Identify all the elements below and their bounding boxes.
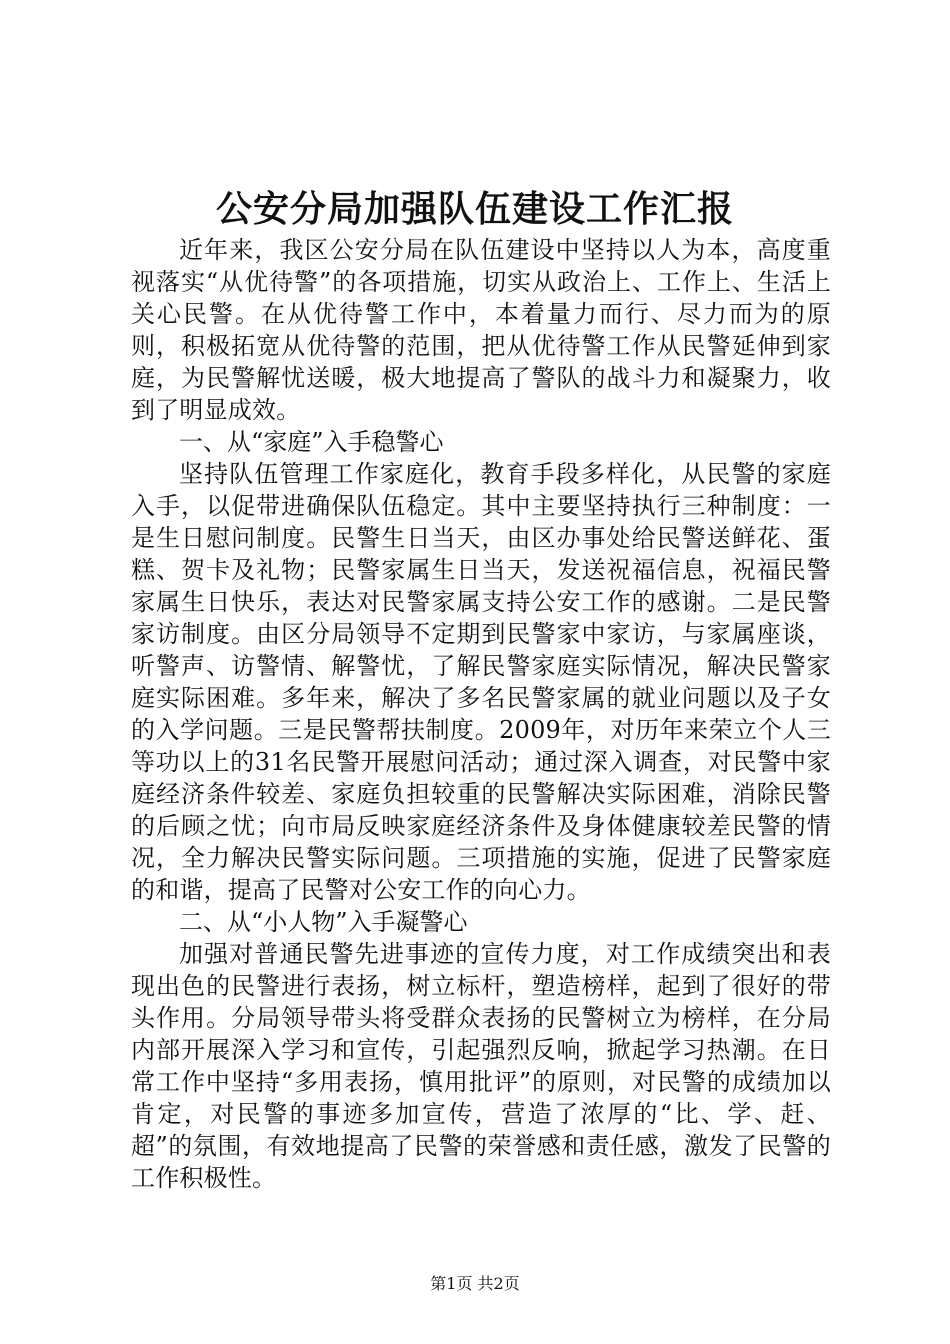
section-heading-1: 一、从“家庭”入手稳警心 <box>179 428 444 456</box>
document-title: 公安分局加强队伍建设工作汇报 <box>215 188 734 230</box>
intro-paragraph: 近年来，我区公安分局在队伍建设中坚持以人为本，高度重视落实“从优待警”的各项措施，切实从政治上、工作上、生活上关心民警。在从优待警工作中，本着量力而行、尽力而为的原则，积极拓宽从优待警的范围，把从优待警工作从民警延伸到家庭，为民警解忧送暖，极大地提高了警队的战斗力和凝聚力，收到了明显成效。 <box>131 236 831 424</box>
section-heading-2: 二、从“小人物”入手凝警心 <box>179 908 468 936</box>
section-1-paragraph: 坚持队伍管理工作家庭化，教育手段多样化，从民警的家庭入手，以促带进确保队伍稳定。其中主要坚持执行三种制度：一是生日慰问制度。民警生日当天，由区办事处给民警送鲜花、蛋糕、贺卡及礼物；民警家属生日当天，发送祝福信息，祝福民警家属生日快乐，表达对民警家属支持公安工作的感谢。二是民警家访制度。由区分局领导不定期到民警家中家访，与家属座谈，听警声、访警情、解警忧，了解民警家庭实际情况，解决民警家庭实际困难。多年来，解决了多名民警家属的就业问题以及子女的入学问题。三是民警帮扶制度。2009年，对历年来荣立个人三等功以上的31名民警开展慰问活动；通过深入调查，对民警中家庭经济条件较差、家庭负担较重的民警解决实际困难，消除民警的后顾之忧；向市局反映家庭经济条件及身体健康较差民警的情况，全力解决民警实际问题。三项措施的实施，促进了民警家庭的和谐，提高了民警对公安工作的向心力。 <box>131 460 831 904</box>
page-footer: 第1页 共2页 <box>430 1274 520 1293</box>
document-body <box>131 234 831 1194</box>
section-2-paragraph: 加强对普通民警先进事迹的宣传力度，对工作成绩突出和表现出色的民警进行表扬，树立标杆，塑造榜样，起到了很好的带头作用。分局领导带头将受群众表扬的民警树立为榜样，在分局内部开展深入学习和宣传，引起强烈反响，掀起学习热潮。在日常工作中坚持“多用表扬，慎用批评”的原则，对民警的成绩加以肯定，对民警的事迹多加宣传，营造了浓厚的“比、学、赶、超”的氛围，有效地提高了民警的荣誉感和责任感，激发了民警的工作积极性。 <box>131 940 831 1192</box>
